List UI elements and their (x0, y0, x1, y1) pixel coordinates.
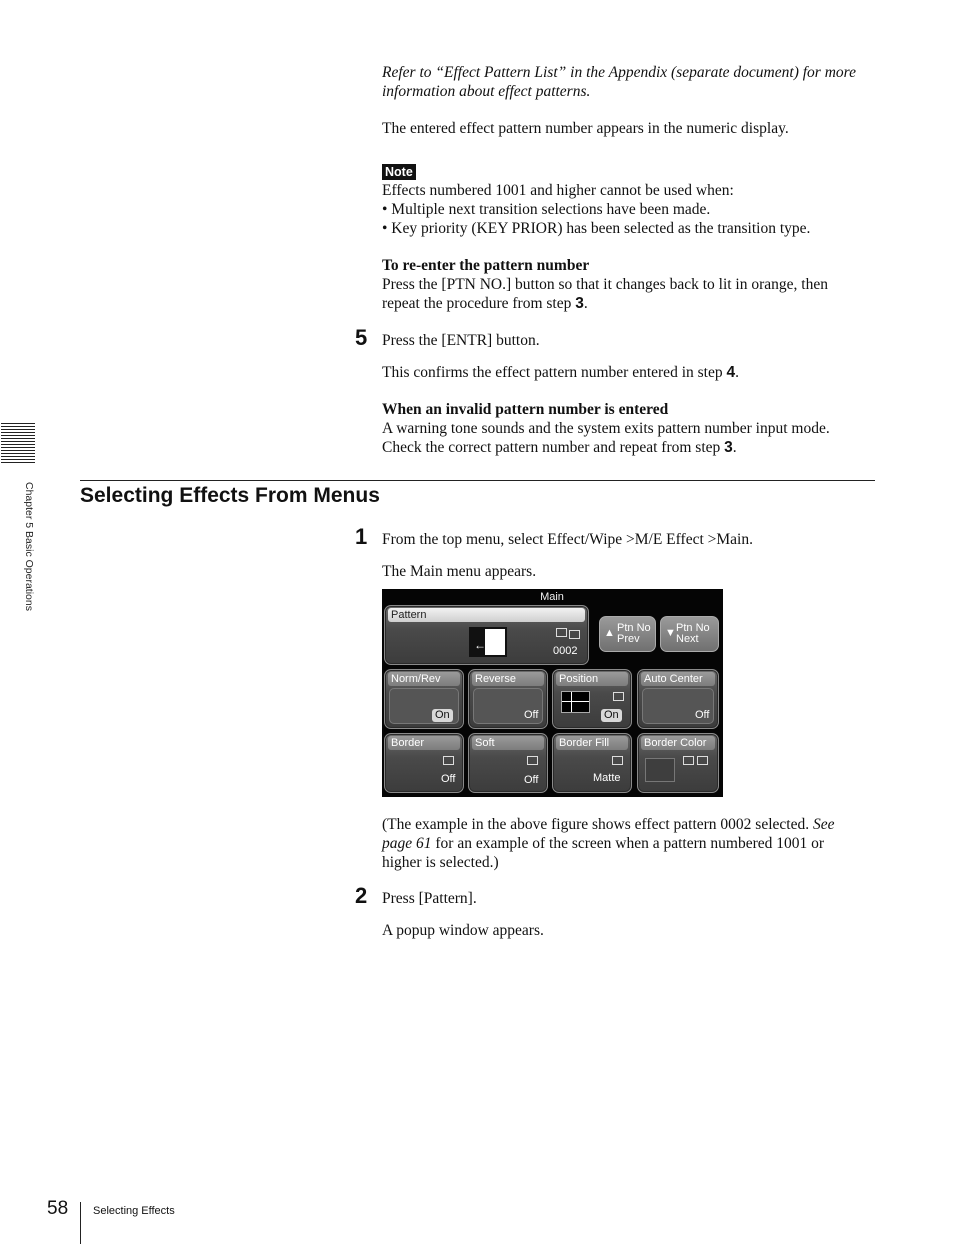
footer-section: Selecting Effects (93, 1205, 175, 1217)
main-menu-screenshot (382, 589, 723, 797)
invalid-heading: When an invalid pattern number is entered (382, 401, 669, 418)
border-color-button[interactable] (637, 733, 719, 793)
pattern-label: Pattern (388, 608, 585, 622)
tile-value: On (601, 709, 622, 722)
chapter-label: Chapter 5 Basic Operations (23, 482, 35, 611)
step-ref: 3 (575, 295, 584, 312)
border-button[interactable] (384, 733, 464, 793)
up-arrow-icon: ▲ (604, 627, 615, 639)
step-result: A popup window appears. (382, 922, 544, 939)
pattern-number: 0002 (553, 645, 578, 657)
step-text: From the top menu, select Effect/Wipe >M/E Effect >Main. (382, 531, 753, 548)
step-number: 2 (355, 883, 368, 908)
page-reference-link[interactable]: page 61 (382, 835, 432, 852)
ptn-no-next-button[interactable] (660, 616, 719, 652)
reenter-heading: To re-enter the pattern number (382, 257, 590, 274)
step-result: The Main menu appears. (382, 563, 537, 580)
reenter-line (382, 294, 882, 313)
step-number: 5 (355, 325, 368, 350)
tile-value: Off (441, 773, 456, 785)
note-lead: Effects numbered 1001 and higher cannot be used when: (382, 182, 734, 199)
confirm-lead: This confirms the effect pattern number entered in step (382, 364, 727, 381)
invalid-line: A warning tone sounds and the system exits pattern number input mode. (382, 420, 830, 437)
tile-label: Soft (472, 736, 544, 750)
copy-icon (612, 756, 623, 765)
caption-text: (The example in the above figure shows effect pattern 0002 selected. (382, 816, 813, 833)
reverse-button[interactable] (468, 669, 548, 729)
soft-button[interactable] (468, 733, 548, 793)
chapter-tab-marks (1, 423, 35, 465)
invalid-text: Check the correct pattern number and repeat from step (382, 439, 725, 456)
tile-label: Auto Center (641, 672, 715, 686)
note-bullet: • Key priority (KEY PRIOR) has been selected as the transition type. (382, 220, 811, 237)
period: . (583, 295, 588, 312)
color-swatch (645, 758, 675, 782)
note-badge-label: Note (382, 164, 416, 180)
ptn-next-line1: Ptn No (676, 622, 710, 634)
invalid-block (382, 400, 882, 457)
tile-label: Border Fill (556, 736, 628, 750)
tile-value: Off (524, 774, 539, 786)
step-text: Press the [ENTR] button. (382, 332, 540, 349)
tile-value: Off (695, 709, 710, 721)
period: . (735, 364, 739, 381)
section-title: Selecting Effects From Menus (80, 484, 380, 507)
reenter-block (382, 256, 882, 313)
caption-text: for an example of the screen when a pattern numbered 1001 or (431, 835, 825, 852)
tile-label: Border (388, 736, 460, 750)
section-rule (80, 480, 875, 481)
pattern-preview-icon: ← (469, 627, 507, 657)
step-ref: 3 (724, 439, 733, 456)
tile-label: Norm/Rev (388, 672, 460, 686)
menu-title: Main (540, 591, 564, 603)
reenter-line: Press the [PTN NO.] button so that it changes back to lit in orange, then (382, 276, 828, 293)
step-text: Press [Pattern]. (382, 890, 477, 907)
copy-icon (697, 756, 708, 765)
ptn-no-prev-button[interactable] (599, 616, 656, 652)
border-fill-button[interactable] (552, 733, 632, 793)
confirm-text (382, 363, 739, 382)
note-badge (382, 163, 416, 181)
tile-value: Off (524, 709, 539, 721)
auto-center-button[interactable] (637, 669, 719, 729)
memory-icon (556, 628, 567, 637)
copy-icon (569, 630, 580, 639)
page-number: 58 (47, 1198, 69, 1219)
ptn-next-line2: Next (676, 633, 699, 645)
tile-label: Reverse (472, 672, 544, 686)
memory-icon (683, 756, 694, 765)
caption-line: higher is selected.) (382, 854, 499, 871)
tile-label: Position (556, 672, 628, 686)
tile-value: On (432, 709, 453, 722)
period: . (732, 439, 737, 456)
reenter-text: repeat the procedure from step (382, 295, 576, 312)
step-ref: 4 (726, 364, 736, 381)
tile-value: Matte (593, 772, 621, 784)
step-number: 1 (355, 524, 368, 549)
memory-icon (613, 692, 624, 701)
norm-rev-button[interactable] (384, 669, 464, 729)
position-button[interactable] (552, 669, 632, 729)
reference-line: Refer to “Effect Pattern List” in the Appendix (separate document) for more (382, 64, 856, 81)
tile-label: Border Color (641, 736, 715, 750)
note-body (382, 181, 882, 238)
memory-icon (443, 756, 454, 765)
caption-line (382, 815, 882, 834)
reference-line: information about effect patterns. (382, 83, 591, 100)
note-bullet: • Multiple next transition selections have been made. (382, 201, 711, 218)
ptn-prev-line2: Prev (617, 633, 640, 645)
ptn-prev-line1: Ptn No (617, 622, 651, 634)
figure-caption (382, 815, 882, 872)
appendix-reference (382, 63, 882, 101)
caption-see: See (812, 816, 835, 833)
crosshair-icon (561, 691, 590, 713)
footer-divider (80, 1202, 81, 1244)
numeric-display-text: The entered effect pattern number appears in the numeric display. (382, 120, 789, 137)
memory-icon (527, 756, 538, 765)
caption-line (382, 834, 882, 853)
down-arrow-icon: ▼ (665, 627, 676, 639)
pattern-button[interactable] (384, 605, 589, 665)
invalid-line (382, 438, 882, 457)
